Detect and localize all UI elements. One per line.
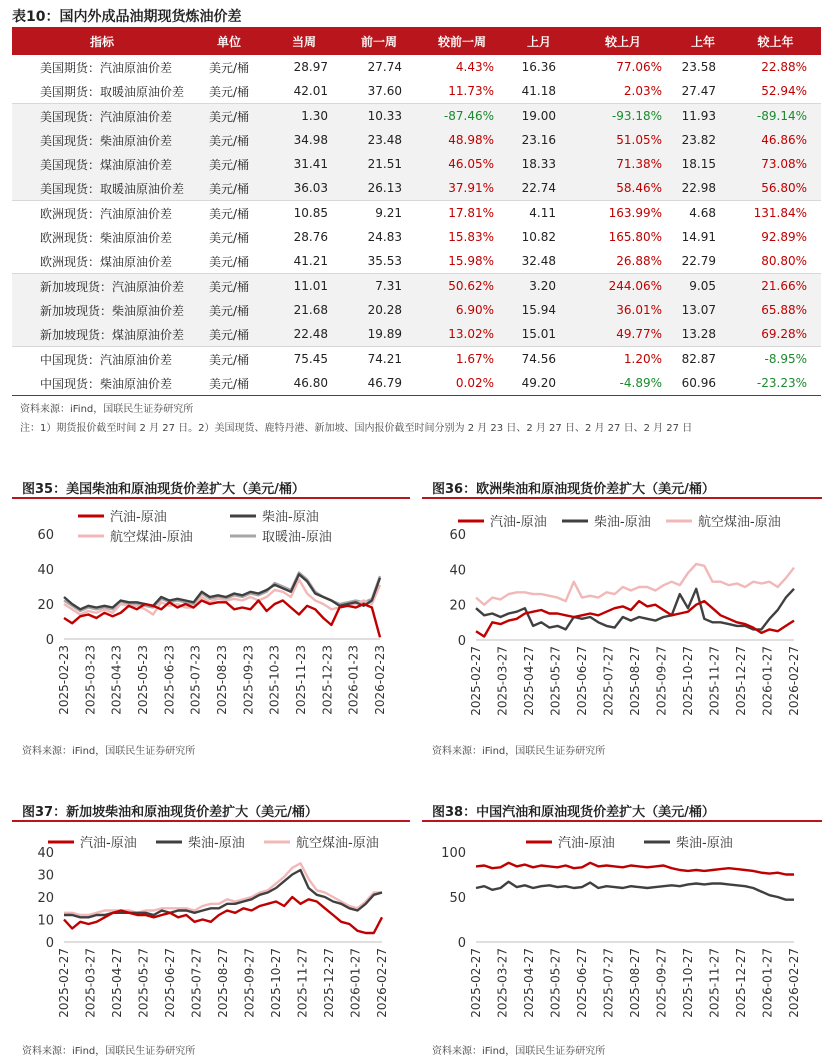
- table-cell-prev: 20.28: [342, 298, 416, 322]
- table-cell-cur: 28.76: [293, 230, 328, 244]
- table-cell-mom: 2.03%: [623, 84, 662, 98]
- table-row: [12, 176, 821, 201]
- table-cell-prev: 35.53: [367, 254, 402, 268]
- table-cell-wow: 37.91%: [416, 176, 508, 201]
- table-cell-lm: 23.16: [508, 128, 570, 152]
- table-cell-ly: 13.28: [676, 322, 730, 347]
- y-tick-label: 0: [45, 633, 54, 648]
- table-cell-cur: 22.48: [266, 322, 342, 347]
- y-tick-label: 0: [45, 936, 54, 951]
- fig37-title: 图37：新加坡柴油和原油现货价差扩大（美元/桶）: [22, 805, 318, 820]
- fig38-title: 图38：中国汽油和原油现货价差扩大（美元/桶）: [432, 805, 715, 820]
- table-cell-ly: 13.07: [676, 298, 730, 322]
- x-tick-label: 2025-10-23: [267, 645, 282, 715]
- legend-label: 柴油-原油: [262, 510, 319, 525]
- y-tick-label: 50: [449, 891, 466, 906]
- table-cell-ly: 22.79: [681, 254, 716, 268]
- table-cell-wow: 4.43%: [455, 60, 494, 74]
- x-tick-label: 2025-10-27: [269, 948, 283, 1018]
- x-tick-label: 2025-04-27: [522, 948, 536, 1018]
- table-cell-unit: 美元/桶: [208, 254, 250, 269]
- x-tick-label: 2025-07-27: [189, 948, 204, 1018]
- x-tick-label: 2025-04-27: [110, 948, 124, 1018]
- table-cell-mom: 51.05%: [570, 128, 676, 152]
- table-row: [12, 298, 821, 322]
- y-tick-label: 0: [457, 936, 466, 951]
- table-cell-unit: 美元/桶: [192, 371, 266, 396]
- x-tick-label: 2025-04-23: [109, 645, 124, 715]
- x-tick-label: 2025-07-23: [188, 645, 203, 715]
- x-tick-label: 2025-07-27: [601, 646, 616, 716]
- table-row: [12, 104, 821, 129]
- table-cell-mom: 58.46%: [570, 176, 676, 201]
- fig36-rule: [422, 497, 822, 499]
- table-cell-prev: 24.83: [367, 230, 402, 244]
- table-cell-name: 美国期货：取暖油原油价差: [40, 84, 185, 99]
- table-cell-prev: 19.89: [342, 322, 416, 347]
- table-cell-mom: 26.88%: [616, 254, 662, 268]
- y-tick-label: 60: [37, 528, 54, 543]
- table-cell-cur: 46.80: [266, 371, 342, 396]
- table-row: [12, 371, 821, 396]
- series-line-0: [476, 863, 794, 875]
- table-cell-unit: 美元/桶: [192, 128, 266, 152]
- table-cell-mom: 49.77%: [570, 322, 676, 347]
- x-tick-label: 2025-03-27: [83, 948, 98, 1018]
- table-cell-yoy: -89.14%: [730, 104, 821, 129]
- table-source: 资料来源：iFind，国联民生证券研究所: [20, 404, 194, 415]
- table-cell-wow: 6.90%: [416, 298, 508, 322]
- x-tick-label: 2026-02-27: [787, 646, 801, 716]
- header-cell: 上年: [676, 27, 730, 55]
- table-row: [12, 128, 821, 152]
- header-cell: 较上年: [730, 27, 821, 55]
- table-cell-prev: 46.79: [342, 371, 416, 396]
- table-cell-yoy: -8.95%: [730, 347, 821, 372]
- series-line-1: [476, 589, 794, 630]
- table-cell-ly: 4.68: [676, 201, 730, 226]
- table-cell-cur: 34.98: [266, 128, 342, 152]
- table-cell-name: 美国现货：汽油原油价差: [12, 104, 192, 129]
- table-cell-ly: 22.98: [676, 176, 730, 201]
- table-cell-wow: 13.02%: [416, 322, 508, 347]
- table-cell-wow: 11.73%: [448, 84, 494, 98]
- legend-label: 柴油-原油: [594, 515, 651, 530]
- table-cell-mom: 77.06%: [616, 60, 662, 74]
- table-cell-wow: 0.02%: [416, 371, 508, 396]
- table-cell-unit: 美元/桶: [192, 201, 266, 226]
- table-cell-cur: 41.21: [293, 254, 328, 268]
- table-cell-lm: 49.20: [508, 371, 570, 396]
- table-cell-mom: 36.01%: [570, 298, 676, 322]
- header-cell: 指标: [12, 27, 192, 55]
- x-tick-label: 2026-02-23: [373, 645, 387, 715]
- table-cell-yoy: 80.80%: [761, 254, 807, 268]
- y-tick-label: 20: [37, 891, 54, 906]
- table-row: [12, 322, 821, 347]
- table-cell-cur: 21.68: [266, 298, 342, 322]
- table-cell-ly: 11.93: [676, 104, 730, 129]
- y-tick-label: 40: [449, 563, 466, 579]
- legend-label: 航空煤油-原油: [296, 836, 379, 851]
- table-cell-name: 新加坡现货：汽油原油价差: [12, 274, 192, 299]
- x-tick-label: 2026-01-27: [348, 948, 363, 1018]
- table-cell-yoy: 56.80%: [730, 176, 821, 201]
- fig35-rule: [12, 497, 410, 499]
- table-header-row: [12, 27, 821, 55]
- x-tick-label: 2025-02-27: [469, 948, 483, 1018]
- table-cell-mom: 163.99%: [570, 201, 676, 226]
- x-tick-label: 2025-12-27: [734, 646, 748, 716]
- header-cell: 前一周: [342, 27, 416, 55]
- legend-label: 航空煤油-原油: [698, 515, 781, 530]
- x-tick-label: 2026-02-27: [787, 948, 801, 1018]
- header-cell: 较上月: [570, 27, 676, 55]
- series-line-3: [64, 573, 380, 612]
- y-tick-label: 20: [37, 598, 54, 613]
- table-cell-cur: 1.30: [266, 104, 342, 129]
- table-cell-yoy: 52.94%: [761, 84, 807, 98]
- x-tick-label: 2025-08-27: [628, 948, 642, 1018]
- fig37-chart: [12, 823, 412, 1035]
- x-tick-label: 2025-07-27: [601, 948, 616, 1018]
- table-cell-lm: 10.82: [521, 230, 556, 244]
- x-tick-label: 2025-09-23: [241, 645, 256, 715]
- table-cell-prev: 27.74: [367, 60, 402, 74]
- x-tick-label: 2025-05-27: [136, 948, 151, 1018]
- y-tick-label: 30: [37, 868, 54, 884]
- table-cell-wow: 17.81%: [416, 201, 508, 226]
- table-cell-lm: 15.01: [508, 322, 570, 347]
- legend-label: 汽油-原油: [110, 510, 167, 525]
- header-cell: 上月: [508, 27, 570, 55]
- table-cell-lm: 32.48: [521, 254, 556, 268]
- table-title: 表10：国内外成品油期现货炼油价差: [12, 9, 242, 25]
- table-cell-lm: 16.36: [521, 60, 556, 74]
- series-line-0: [64, 601, 380, 638]
- table-cell-lm: 18.33: [508, 152, 570, 176]
- y-tick-label: 10: [37, 913, 54, 929]
- x-tick-label: 2025-06-27: [163, 948, 177, 1018]
- table-cell-ly: 23.82: [676, 128, 730, 152]
- table-cell-ly: 18.15: [676, 152, 730, 176]
- table-cell-name: 中国现货：汽油原油价差: [12, 347, 192, 372]
- table-cell-prev: 37.60: [367, 84, 402, 98]
- x-tick-label: 2026-01-23: [346, 645, 361, 715]
- table-cell-lm: 4.11: [508, 201, 570, 226]
- table-cell-unit: 美元/桶: [192, 152, 266, 176]
- x-tick-label: 2025-03-27: [495, 948, 510, 1018]
- table-row: [12, 79, 821, 104]
- series-line-1: [476, 882, 794, 900]
- table-row: [12, 347, 821, 372]
- table-cell-yoy: 69.28%: [730, 322, 821, 347]
- table-cell-mom: -4.89%: [570, 371, 676, 396]
- table-cell-unit: 美元/桶: [192, 104, 266, 129]
- series-line-1: [64, 574, 380, 609]
- fig35-source: 资料来源：iFind，国联民生证券研究所: [22, 746, 196, 757]
- x-tick-label: 2025-05-27: [548, 646, 563, 716]
- table-cell-yoy: 46.86%: [730, 128, 821, 152]
- x-tick-label: 2025-08-27: [628, 646, 642, 716]
- table-cell-unit: 美元/桶: [208, 84, 250, 99]
- table-cell-unit: 美元/桶: [192, 347, 266, 372]
- table-cell-prev: 9.21: [342, 201, 416, 226]
- table-note: 注：1）期货报价截至时间 2 月 27 日。2）美国现货、鹿特丹港、新加坡、国内报价截至时间分别为 2 月 23 日、2 月 27 日、2 月 27 日、2 月 27 日: [20, 423, 693, 434]
- fig38-source: 资料来源：iFind，国联民生证券研究所: [432, 1046, 606, 1057]
- table-cell-mom: 244.06%: [570, 274, 676, 299]
- table-cell-lm: 15.94: [508, 298, 570, 322]
- table-cell-lm: 3.20: [508, 274, 570, 299]
- x-tick-label: 2025-04-27: [522, 646, 536, 716]
- table-cell-wow: 15.98%: [448, 254, 494, 268]
- fig36-title: 图36：欧洲柴油和原油现货价差扩大（美元/桶）: [432, 482, 715, 497]
- table-cell-unit: 美元/桶: [208, 60, 250, 75]
- y-tick-label: 20: [449, 598, 466, 614]
- table-cell-mom: 165.80%: [608, 230, 662, 244]
- table-cell-yoy: 65.88%: [730, 298, 821, 322]
- fig36-chart: [422, 500, 824, 736]
- x-tick-label: 2025-02-23: [57, 645, 71, 715]
- table-row: [12, 249, 821, 274]
- legend-label: 柴油-原油: [188, 836, 245, 851]
- table-cell-name: 欧洲现货：柴油原油价差: [40, 230, 173, 245]
- table-cell-yoy: 22.88%: [761, 60, 807, 74]
- table-cell-name: 新加坡现货：煤油原油价差: [12, 322, 192, 347]
- table-row: [12, 152, 821, 176]
- x-tick-label: 2025-12-27: [734, 948, 748, 1018]
- x-tick-label: 2025-11-23: [294, 645, 308, 715]
- spread-table: [12, 27, 821, 396]
- fig37-source: 资料来源：iFind，国联民生证券研究所: [22, 1046, 196, 1057]
- series-line-2: [476, 564, 794, 605]
- x-tick-label: 2025-03-27: [495, 646, 510, 716]
- table-cell-cur: 75.45: [266, 347, 342, 372]
- x-tick-label: 2025-11-27: [707, 646, 722, 716]
- fig36-source: 资料来源：iFind，国联民生证券研究所: [432, 746, 606, 757]
- x-tick-label: 2025-08-23: [215, 645, 229, 715]
- x-tick-label: 2025-05-27: [548, 948, 563, 1018]
- x-tick-label: 2025-06-23: [162, 645, 177, 715]
- legend-label: 取暖油-原油: [262, 530, 332, 545]
- table-cell-name: 美国期货：汽油原油价差: [40, 60, 173, 75]
- fig38-rule: [422, 820, 822, 822]
- table-cell-unit: 美元/桶: [192, 176, 266, 201]
- table-cell-name: 欧洲现货：煤油原油价差: [40, 254, 173, 269]
- fig35-title: 图35：美国柴油和原油现货价差扩大（美元/桶）: [22, 482, 305, 497]
- table-cell-prev: 7.31: [342, 274, 416, 299]
- x-tick-label: 2025-11-27: [295, 948, 310, 1018]
- y-tick-label: 40: [37, 563, 54, 578]
- table-cell-unit: 美元/桶: [192, 274, 266, 299]
- table-row: [12, 201, 821, 226]
- table-cell-yoy: 131.84%: [730, 201, 821, 226]
- table-cell-lm: 41.18: [521, 84, 556, 98]
- x-tick-label: 2025-12-23: [320, 645, 335, 715]
- x-tick-label: 2025-09-27: [654, 948, 669, 1018]
- fig37-rule: [12, 820, 410, 822]
- table-cell-prev: 74.21: [342, 347, 416, 372]
- table-cell-unit: 美元/桶: [192, 322, 266, 347]
- legend-label: 汽油-原油: [490, 515, 547, 530]
- table-cell-unit: 美元/桶: [192, 298, 266, 322]
- x-tick-label: 2025-06-27: [575, 948, 589, 1018]
- table-cell-yoy: 21.66%: [730, 274, 821, 299]
- fig38-chart: [422, 823, 824, 1035]
- x-tick-label: 2025-10-27: [681, 948, 695, 1018]
- table-cell-mom: 71.38%: [570, 152, 676, 176]
- table-cell-cur: 31.41: [266, 152, 342, 176]
- table-cell-prev: 21.51: [342, 152, 416, 176]
- table-cell-unit: 美元/桶: [208, 230, 250, 245]
- table-cell-prev: 10.33: [342, 104, 416, 129]
- y-tick-label: 60: [449, 528, 466, 543]
- fig35-chart: [12, 500, 412, 736]
- table-cell-cur: 36.03: [266, 176, 342, 201]
- table-cell-name: 美国现货：柴油原油价差: [12, 128, 192, 152]
- header-cell: 当周: [266, 27, 342, 55]
- table-cell-yoy: -23.23%: [730, 371, 821, 396]
- table-cell-lm: 74.56: [508, 347, 570, 372]
- table-cell-name: 新加坡现货：柴油原油价差: [12, 298, 192, 322]
- table-cell-cur: 42.01: [293, 84, 328, 98]
- table-row: [12, 274, 821, 299]
- y-tick-label: 40: [37, 846, 54, 861]
- x-tick-label: 2025-06-27: [575, 646, 589, 716]
- table-cell-cur: 11.01: [266, 274, 342, 299]
- table-cell-wow: 15.83%: [448, 230, 494, 244]
- table-cell-name: 美国现货：煤油原油价差: [12, 152, 192, 176]
- table-cell-cur: 28.97: [293, 60, 328, 74]
- table-cell-lm: 22.74: [508, 176, 570, 201]
- legend-label: 汽油-原油: [558, 836, 615, 851]
- header-cell: 较前一周: [416, 27, 508, 55]
- table-cell-mom: 1.20%: [570, 347, 676, 372]
- header-cell: 单位: [192, 27, 266, 55]
- x-tick-label: 2025-10-27: [681, 646, 695, 716]
- table-cell-ly: 27.47: [681, 84, 716, 98]
- table-cell-name: 欧洲现货：汽油原油价差: [12, 201, 192, 226]
- table-cell-wow: 48.98%: [416, 128, 508, 152]
- x-tick-label: 2025-02-27: [469, 646, 483, 716]
- legend-label: 汽油-原油: [80, 836, 137, 851]
- table-cell-ly: 14.91: [681, 230, 716, 244]
- table-row: [12, 55, 821, 79]
- x-tick-label: 2025-09-27: [242, 948, 257, 1018]
- x-tick-label: 2025-09-27: [654, 646, 669, 716]
- table-cell-cur: 10.85: [266, 201, 342, 226]
- x-tick-label: 2026-02-27: [375, 948, 389, 1018]
- table-cell-wow: 46.05%: [416, 152, 508, 176]
- table-cell-prev: 26.13: [342, 176, 416, 201]
- table-cell-lm: 19.00: [508, 104, 570, 129]
- table-cell-ly: 9.05: [676, 274, 730, 299]
- table-cell-ly: 60.96: [676, 371, 730, 396]
- table-cell-ly: 23.58: [681, 60, 716, 74]
- x-tick-label: 2026-01-27: [760, 948, 775, 1018]
- table-cell-name: 中国现货：柴油原油价差: [12, 371, 192, 396]
- table-cell-ly: 82.87: [676, 347, 730, 372]
- table-cell-mom: -93.18%: [570, 104, 676, 129]
- table-cell-wow: 50.62%: [416, 274, 508, 299]
- x-tick-label: 2025-12-27: [322, 948, 336, 1018]
- table-row: [12, 225, 821, 249]
- y-tick-label: 0: [457, 634, 466, 649]
- x-tick-label: 2026-01-27: [760, 646, 775, 716]
- table-cell-wow: -87.46%: [416, 104, 508, 129]
- table-cell-prev: 23.48: [342, 128, 416, 152]
- legend-label: 航空煤油-原油: [110, 530, 193, 545]
- x-tick-label: 2025-02-27: [57, 948, 71, 1018]
- x-tick-label: 2025-11-27: [707, 948, 722, 1018]
- table-cell-wow: 1.67%: [416, 347, 508, 372]
- x-tick-label: 2025-05-23: [136, 645, 150, 715]
- table-cell-name: 美国现货：取暖油原油价差: [12, 176, 192, 201]
- table-cell-yoy: 92.89%: [761, 230, 807, 244]
- legend-label: 柴油-原油: [676, 836, 733, 851]
- x-tick-label: 2025-03-23: [83, 645, 98, 715]
- y-tick-label: 100: [441, 846, 466, 861]
- table-cell-yoy: 73.08%: [730, 152, 821, 176]
- x-tick-label: 2025-08-27: [216, 948, 230, 1018]
